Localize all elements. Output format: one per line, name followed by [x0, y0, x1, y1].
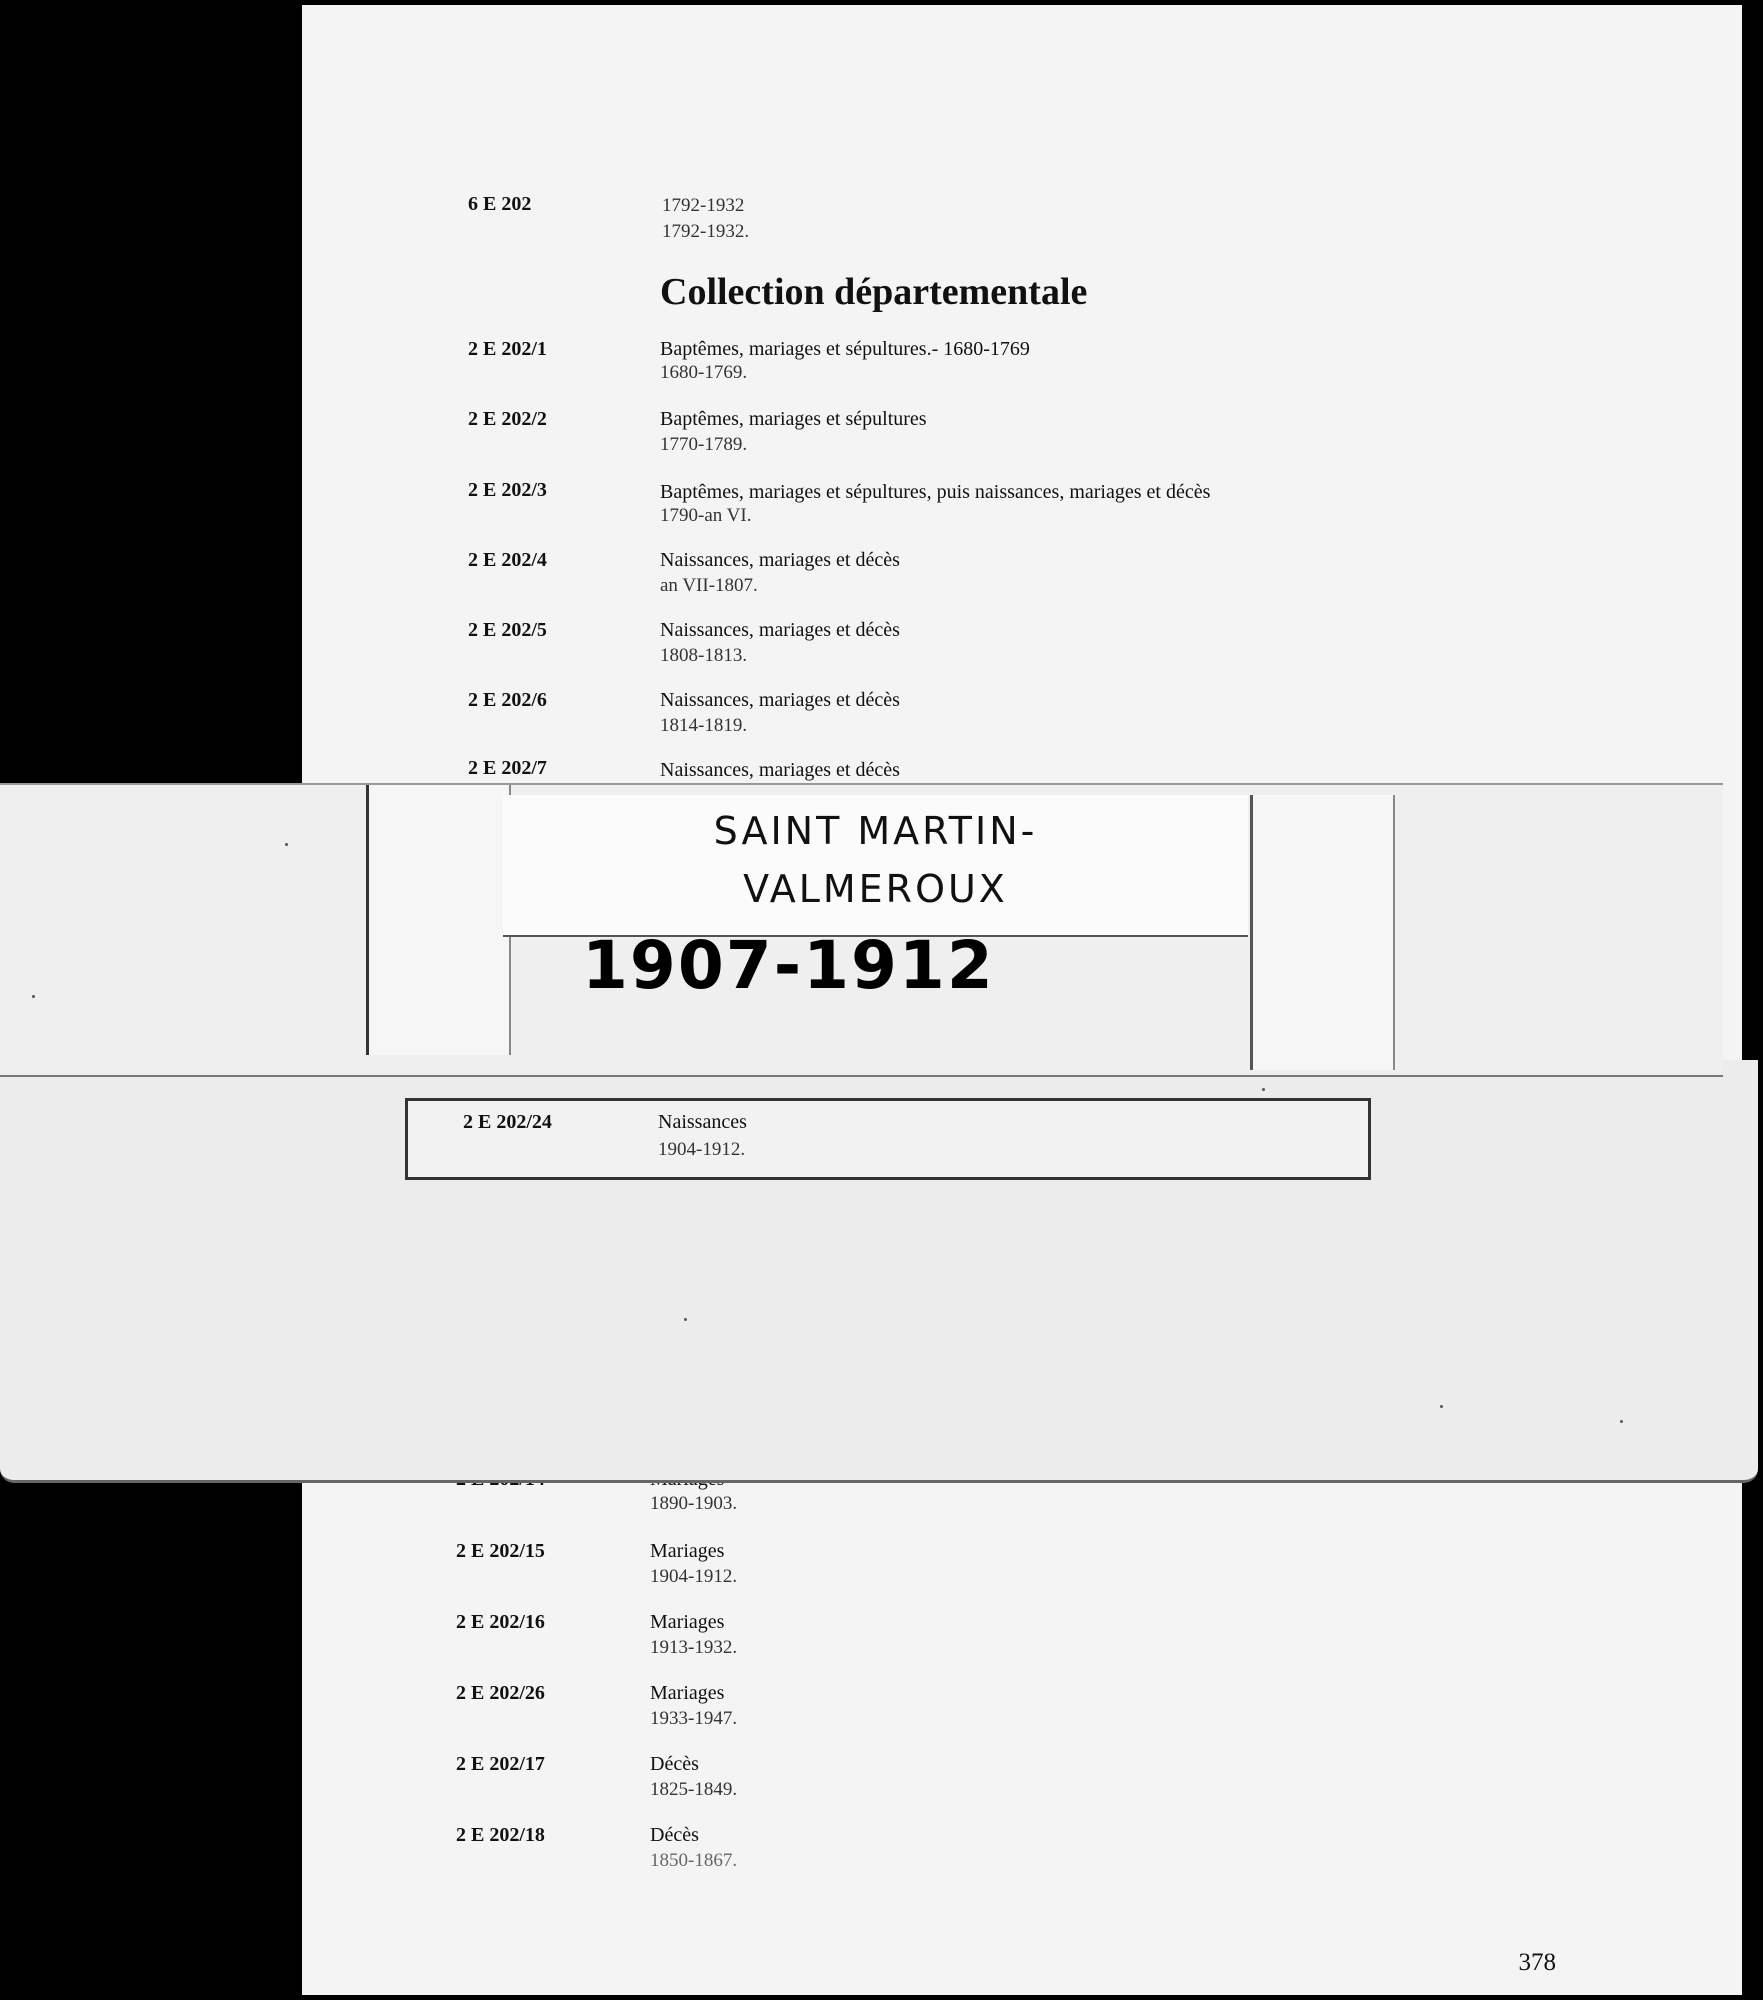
entry-date: 1850-1867.: [650, 1850, 738, 1871]
entry-date: 1904-1912.: [658, 1139, 746, 1160]
paper-speck: [1440, 1405, 1443, 1408]
entry-code: 2 E 202/4: [468, 549, 547, 571]
entry-title: Naissances, mariages et décès: [660, 759, 900, 781]
entry-title: Mariages: [650, 1682, 725, 1704]
entry-title: Naissances, mariages et décès: [660, 689, 900, 711]
entry-title: Décès: [650, 1824, 699, 1846]
label-line-1: SAINT MARTIN-: [713, 809, 1038, 853]
boxed-entry-2e202-24: [405, 1098, 1371, 1180]
label-card: [503, 795, 1248, 937]
header-code: 6 E 202: [468, 193, 532, 215]
header-range: 1792-1932: [662, 195, 745, 216]
entry-code: 2 E 202/26: [456, 1682, 545, 1704]
entry-code: 2 E 202/16: [456, 1611, 545, 1633]
entry-code: 2 E 202/7: [468, 757, 547, 779]
label-line-2: VALMEROUX: [743, 867, 1008, 911]
entry-code: 2 E 202/2: [468, 408, 547, 430]
strip-fold-right: [1250, 795, 1395, 1070]
entry-code: 2 E 202/18: [456, 1824, 545, 1846]
entry-date: 1814-1819.: [660, 715, 748, 736]
entry-date: 1913-1932.: [650, 1637, 738, 1658]
entry-date: 1770-1789.: [660, 434, 748, 455]
entry-code: 2 E 202/15: [456, 1540, 545, 1562]
page-number: 378: [1518, 1949, 1556, 1976]
entry-title: Baptêmes, mariages et sépultures.- 1680-1769: [660, 338, 1030, 360]
entry-date: 1904-1912.: [650, 1566, 738, 1587]
paper-speck: [285, 843, 288, 846]
entry-date: 1825-1849.: [650, 1779, 738, 1800]
label-years: 1907-1912: [582, 927, 995, 1004]
entry-date: 1790-an VI.: [660, 505, 752, 526]
paper-speck: [1620, 1420, 1623, 1423]
entry-title: Mariages: [650, 1611, 725, 1633]
entry-title: Baptêmes, mariages et sépultures, puis naissances, mariages et décès: [660, 481, 1211, 503]
paper-speck: [684, 1318, 687, 1321]
entry-date: 1680-1769.: [660, 362, 748, 383]
section-heading: Collection départementale: [660, 271, 1088, 313]
entry-date: 1933-1947.: [650, 1708, 738, 1729]
strip-fold-left: [366, 785, 511, 1055]
entry-code: 2 E 202/6: [468, 689, 547, 711]
entry-title: Baptêmes, mariages et sépultures: [660, 408, 927, 430]
header-date: 1792-1932.: [662, 221, 750, 242]
entry-title: Naissances, mariages et décès: [660, 619, 900, 641]
entry-code: 2 E 202/1: [468, 338, 547, 360]
entry-date: 1890-1903.: [650, 1493, 738, 1514]
entry-title: Mariages: [650, 1540, 725, 1562]
entry-date: an VII-1807.: [660, 575, 758, 596]
entry-code: 2 E 202/5: [468, 619, 547, 641]
paper-speck: [32, 995, 35, 998]
label-strip: [0, 783, 1723, 1077]
entry-title: Décès: [650, 1753, 699, 1775]
entry-title: Naissances, mariages et décès: [660, 549, 900, 571]
entry-code: 2 E 202/17: [456, 1753, 545, 1775]
entry-code: 2 E 202/3: [468, 479, 547, 501]
paper-speck: [1262, 1088, 1265, 1091]
entry-code: 2 E 202/24: [463, 1111, 552, 1133]
entry-title: Naissances: [658, 1111, 747, 1133]
entry-date: 1808-1813.: [660, 645, 748, 666]
